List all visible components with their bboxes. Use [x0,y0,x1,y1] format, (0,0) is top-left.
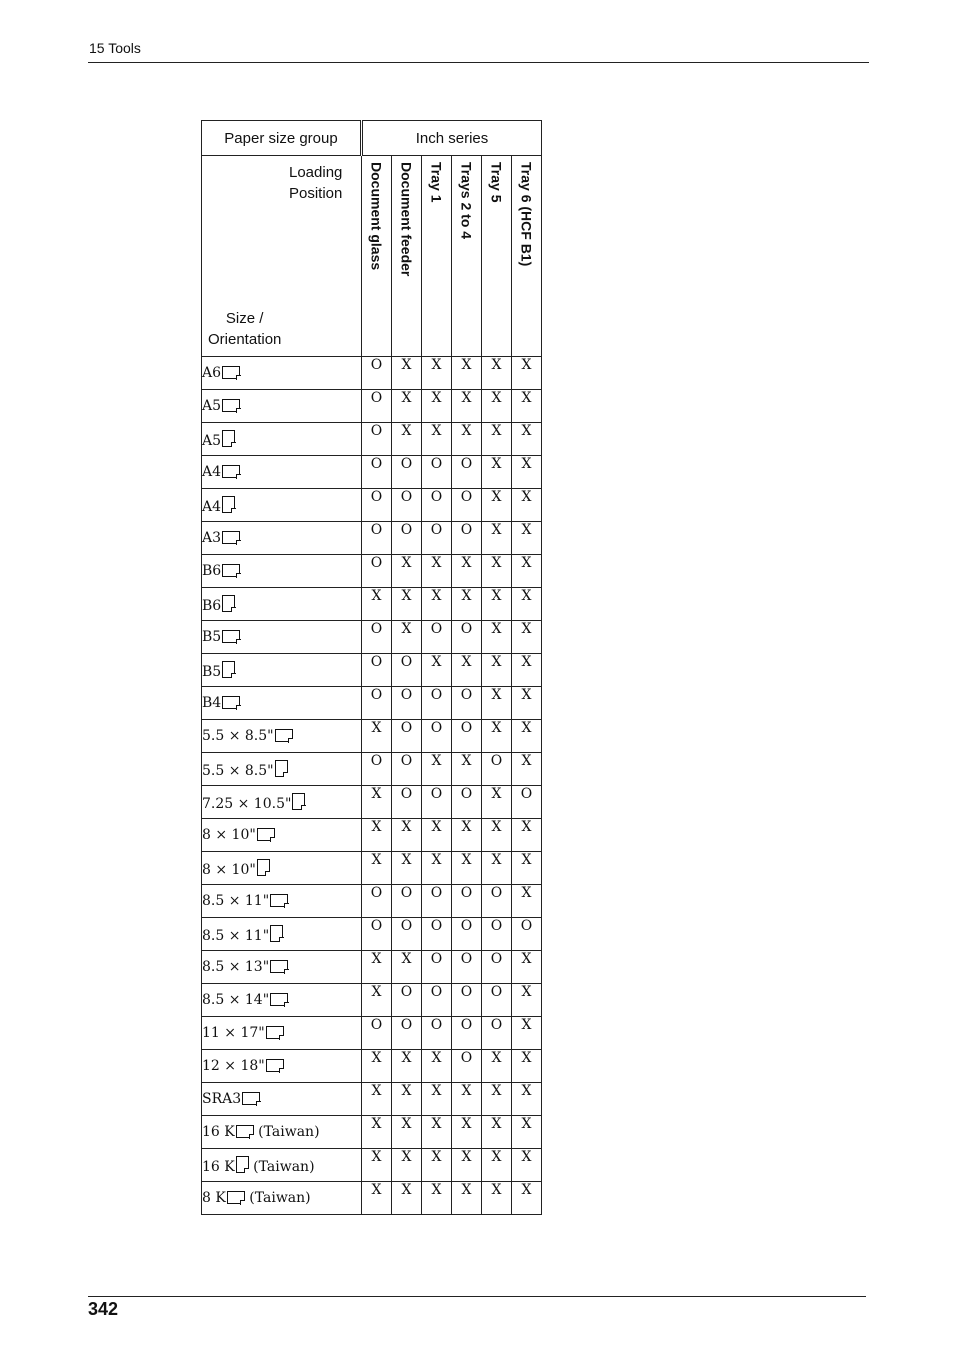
size-cell [202,588,362,621]
size-cell [202,456,362,489]
support-mark: O [422,1017,452,1050]
size-label: B4 [202,695,222,711]
size-cell [202,1050,362,1083]
size-cell [202,885,362,918]
support-mark: X [392,621,422,654]
table-row [202,1050,542,1083]
support-mark: X [452,357,482,390]
support-mark: X [482,720,512,753]
support-mark: X [362,1050,392,1083]
column-header-label: Tray 1 [428,162,445,203]
paper-size-table [201,120,542,1215]
support-mark: O [452,687,482,720]
column-header [422,156,452,357]
support-mark: X [512,687,542,720]
table-row [202,555,542,588]
support-mark: O [452,786,482,819]
size-label: 5.5 × 8.5" [202,728,274,744]
support-mark: X [362,984,392,1017]
footer-rule [88,1296,866,1297]
support-mark: O [482,951,512,984]
support-mark: X [512,1050,542,1083]
size-label: 8.5 × 11" [202,927,270,944]
support-mark: O [452,1017,482,1050]
support-mark: X [482,588,512,621]
support-mark: O [452,489,482,522]
support-mark: X [392,819,422,852]
size-label: 11 × 17" [202,1025,265,1041]
support-mark: X [512,390,542,423]
size-cell [202,1182,362,1215]
long-edge-feed-icon [257,828,275,841]
long-edge-feed-icon [270,894,288,907]
support-mark: X [422,1116,452,1149]
support-mark: O [422,918,452,951]
support-mark: X [482,1116,512,1149]
support-mark: X [422,852,452,885]
loading-position-label [289,162,351,204]
support-mark: O [482,1017,512,1050]
size-cell [202,687,362,720]
support-mark: X [452,1182,482,1215]
size-label-line2: Orientation [208,331,282,348]
size-cell [202,555,362,588]
support-mark: X [422,588,452,621]
support-mark: X [512,423,542,456]
size-label: A5 [202,432,222,449]
size-label-line1: Size / [225,310,264,327]
support-mark: X [452,423,482,456]
size-label: 8.5 × 11" [202,893,270,909]
support-mark: O [422,786,452,819]
size-cell [202,489,362,522]
table-row [202,819,542,852]
short-edge-feed-icon [275,760,288,777]
support-mark: O [362,1017,392,1050]
support-mark: X [482,654,512,687]
support-mark: X [362,1116,392,1149]
support-mark: X [422,753,452,786]
short-edge-feed-icon [270,925,283,942]
short-edge-feed-icon [257,859,270,876]
support-mark: O [362,489,392,522]
size-label: SRA3 [202,1091,242,1107]
support-mark: X [452,1083,482,1116]
long-edge-feed-icon [275,729,293,742]
support-mark: X [422,555,452,588]
size-suffix: (Taiwan) [253,1124,320,1140]
support-mark: O [452,1050,482,1083]
paper-size-group-header: Paper size group [202,121,362,156]
running-header: 15 Tools [89,40,141,56]
support-mark: X [392,357,422,390]
support-mark: X [452,588,482,621]
support-mark: X [512,1083,542,1116]
size-suffix: (Taiwan) [244,1190,311,1206]
table-row [202,984,542,1017]
support-mark: O [452,918,482,951]
size-cell [202,1149,362,1182]
table-row [202,357,542,390]
support-mark: O [362,423,392,456]
support-mark: X [482,522,512,555]
size-label: B6 [202,563,222,579]
short-edge-feed-icon [222,496,235,513]
size-cell [202,786,362,819]
size-label: A6 [202,365,222,381]
size-label: 5.5 × 8.5" [202,762,274,779]
short-edge-feed-icon [222,661,235,678]
size-cell [202,951,362,984]
long-edge-feed-icon [236,1125,254,1138]
table-row [202,720,542,753]
size-label: 8 K [202,1190,226,1206]
long-edge-feed-icon [242,1092,260,1105]
support-mark: O [362,621,392,654]
support-mark: X [422,423,452,456]
support-mark: O [362,555,392,588]
support-mark: O [422,489,452,522]
support-mark: X [422,1050,452,1083]
support-mark: O [362,753,392,786]
column-header-label: Trays 2 to 4 [458,162,475,240]
support-mark: X [392,1050,422,1083]
support-mark: X [392,1182,422,1215]
support-mark: O [392,456,422,489]
table-row [202,654,542,687]
table-row [202,390,542,423]
support-mark: X [512,984,542,1017]
size-cell [202,1017,362,1050]
support-mark: X [362,1149,392,1182]
support-mark: X [422,357,452,390]
support-mark: O [392,984,422,1017]
support-mark: X [392,951,422,984]
support-mark: X [512,885,542,918]
long-edge-feed-icon [222,399,240,412]
support-mark: X [392,1149,422,1182]
size-cell [202,918,362,951]
support-mark: X [482,819,512,852]
size-cell [202,984,362,1017]
support-mark: O [452,885,482,918]
table-row [202,1149,542,1182]
table-row [202,1083,542,1116]
inch-series-header: Inch series [362,121,542,156]
support-mark: O [392,489,422,522]
size-suffix: (Taiwan) [248,1158,315,1175]
table-row [202,1116,542,1149]
size-cell [202,720,362,753]
support-mark: O [482,753,512,786]
table-row [202,1017,542,1050]
support-mark: X [392,555,422,588]
support-mark: X [512,357,542,390]
support-mark: O [422,885,452,918]
support-mark: O [422,687,452,720]
support-mark: X [512,1116,542,1149]
support-mark: X [392,390,422,423]
size-label: A4 [202,498,222,515]
long-edge-feed-icon [222,696,240,709]
support-mark: X [452,1149,482,1182]
long-edge-feed-icon [222,630,240,643]
size-label: 16 K [202,1158,235,1175]
long-edge-feed-icon [270,993,288,1006]
loading-label-line1: Loading [289,164,343,181]
column-header-label: Document feeder [398,162,415,277]
long-edge-feed-icon [222,564,240,577]
support-mark: O [482,885,512,918]
support-mark: O [482,918,512,951]
support-mark: O [392,918,422,951]
support-mark: O [422,951,452,984]
column-header-label: Tray 6 (HCF B1) [518,162,535,267]
support-mark: X [422,1149,452,1182]
support-mark: O [452,951,482,984]
table-row [202,588,542,621]
size-label: 8 × 10" [202,827,256,843]
size-label: 12 × 18" [202,1058,265,1074]
support-mark: O [452,621,482,654]
table-row [202,456,542,489]
column-header [512,156,542,357]
support-mark: X [422,1182,452,1215]
size-cell [202,852,362,885]
support-mark: O [512,918,542,951]
support-mark: O [392,885,422,918]
size-cell [202,357,362,390]
size-label: 8 × 10" [202,861,256,878]
support-mark: X [362,786,392,819]
column-header-label: Tray 5 [488,162,505,203]
table-row [202,522,542,555]
support-mark: O [452,720,482,753]
support-mark: X [512,456,542,489]
table-row [202,1182,542,1215]
short-edge-feed-icon [222,595,235,612]
support-mark: X [392,588,422,621]
support-mark: X [512,720,542,753]
support-mark: X [422,819,452,852]
support-mark: O [392,753,422,786]
support-mark: X [512,753,542,786]
support-mark: X [482,687,512,720]
support-mark: O [422,522,452,555]
support-mark: X [362,951,392,984]
long-edge-feed-icon [222,465,240,478]
size-label: 8.5 × 13" [202,959,270,975]
support-mark: X [482,621,512,654]
support-mark: X [392,1116,422,1149]
size-label: 7.25 × 10.5" [202,795,292,812]
size-cell [202,423,362,456]
support-mark: X [392,852,422,885]
support-mark: X [362,852,392,885]
support-mark: O [452,984,482,1017]
support-mark: X [512,621,542,654]
table-row [202,753,542,786]
support-mark: O [392,720,422,753]
size-label: B6 [202,597,222,614]
support-mark: X [362,720,392,753]
support-mark: X [422,390,452,423]
support-mark: X [482,1083,512,1116]
support-mark: X [512,588,542,621]
support-mark: X [512,951,542,984]
support-mark: O [482,984,512,1017]
size-label: B5 [202,663,222,680]
support-mark: X [482,423,512,456]
table-row [202,489,542,522]
size-label: A3 [202,530,222,546]
support-mark: X [512,819,542,852]
support-mark: X [482,1149,512,1182]
support-mark: O [392,522,422,555]
long-edge-feed-icon [266,1026,284,1039]
size-orientation-label [208,308,281,350]
support-mark: O [362,390,392,423]
support-mark: O [362,885,392,918]
size-cell [202,753,362,786]
support-mark: O [362,918,392,951]
size-cell [202,819,362,852]
table-row [202,786,542,819]
support-mark: X [482,456,512,489]
support-mark: X [422,654,452,687]
support-mark: X [482,786,512,819]
support-mark: X [362,819,392,852]
table-row [202,951,542,984]
size-cell [202,390,362,423]
support-mark: O [452,456,482,489]
support-mark: X [392,423,422,456]
support-mark: X [512,654,542,687]
support-mark: O [422,720,452,753]
short-edge-feed-icon [222,430,235,447]
table-row [202,423,542,456]
support-mark: O [392,654,422,687]
long-edge-feed-icon [270,960,288,973]
support-mark: X [512,852,542,885]
support-mark: O [362,522,392,555]
support-mark: O [362,654,392,687]
long-edge-feed-icon [222,531,240,544]
long-edge-feed-icon [222,366,240,379]
support-mark: O [422,984,452,1017]
support-mark: X [452,819,482,852]
support-mark: O [512,786,542,819]
long-edge-feed-icon [266,1059,284,1072]
long-edge-feed-icon [227,1191,245,1204]
support-mark: X [452,1116,482,1149]
support-mark: X [512,1149,542,1182]
size-label: 8.5 × 14" [202,992,270,1008]
table-row [202,918,542,951]
table-row [202,885,542,918]
support-mark: X [482,1182,512,1215]
table-row [202,621,542,654]
support-mark: X [362,1083,392,1116]
size-label: A4 [202,464,222,480]
column-header-row [202,156,542,357]
support-mark: X [482,390,512,423]
support-mark: X [482,555,512,588]
support-mark: X [452,753,482,786]
size-label: 16 K [202,1124,235,1140]
support-mark: O [392,687,422,720]
support-mark: X [362,588,392,621]
size-cell [202,621,362,654]
support-mark: O [452,522,482,555]
table-row [202,852,542,885]
support-mark: X [512,1017,542,1050]
support-mark: X [482,852,512,885]
size-cell [202,522,362,555]
page-number: 342 [88,1299,119,1319]
size-label: A5 [202,398,222,414]
support-mark: X [512,1182,542,1215]
support-mark: X [512,555,542,588]
header-rule [88,62,869,63]
size-label: B5 [202,629,222,645]
support-mark: X [512,522,542,555]
column-header [452,156,482,357]
corner-header-cell [202,156,362,357]
support-mark: O [362,456,392,489]
support-mark: O [392,1017,422,1050]
support-mark: X [482,357,512,390]
support-mark: O [362,357,392,390]
short-edge-feed-icon [292,793,305,810]
support-mark: O [422,621,452,654]
column-header [362,156,392,357]
support-mark: O [422,456,452,489]
table-row [202,687,542,720]
support-mark: X [452,654,482,687]
support-mark: X [452,555,482,588]
column-header-label: Document glass [368,162,385,271]
support-mark: X [422,1083,452,1116]
column-header [482,156,512,357]
support-mark: X [452,390,482,423]
support-mark: O [362,687,392,720]
support-mark: O [392,786,422,819]
support-mark: X [482,489,512,522]
short-edge-feed-icon [236,1156,249,1173]
support-mark: X [392,1083,422,1116]
support-mark: X [452,852,482,885]
table-body [202,357,542,1215]
column-header [392,156,422,357]
size-cell [202,654,362,687]
support-mark: X [482,1050,512,1083]
loading-label-line2: Position [289,185,343,202]
size-cell [202,1116,362,1149]
size-cell [202,1083,362,1116]
support-mark: X [362,1182,392,1215]
support-mark: X [512,489,542,522]
